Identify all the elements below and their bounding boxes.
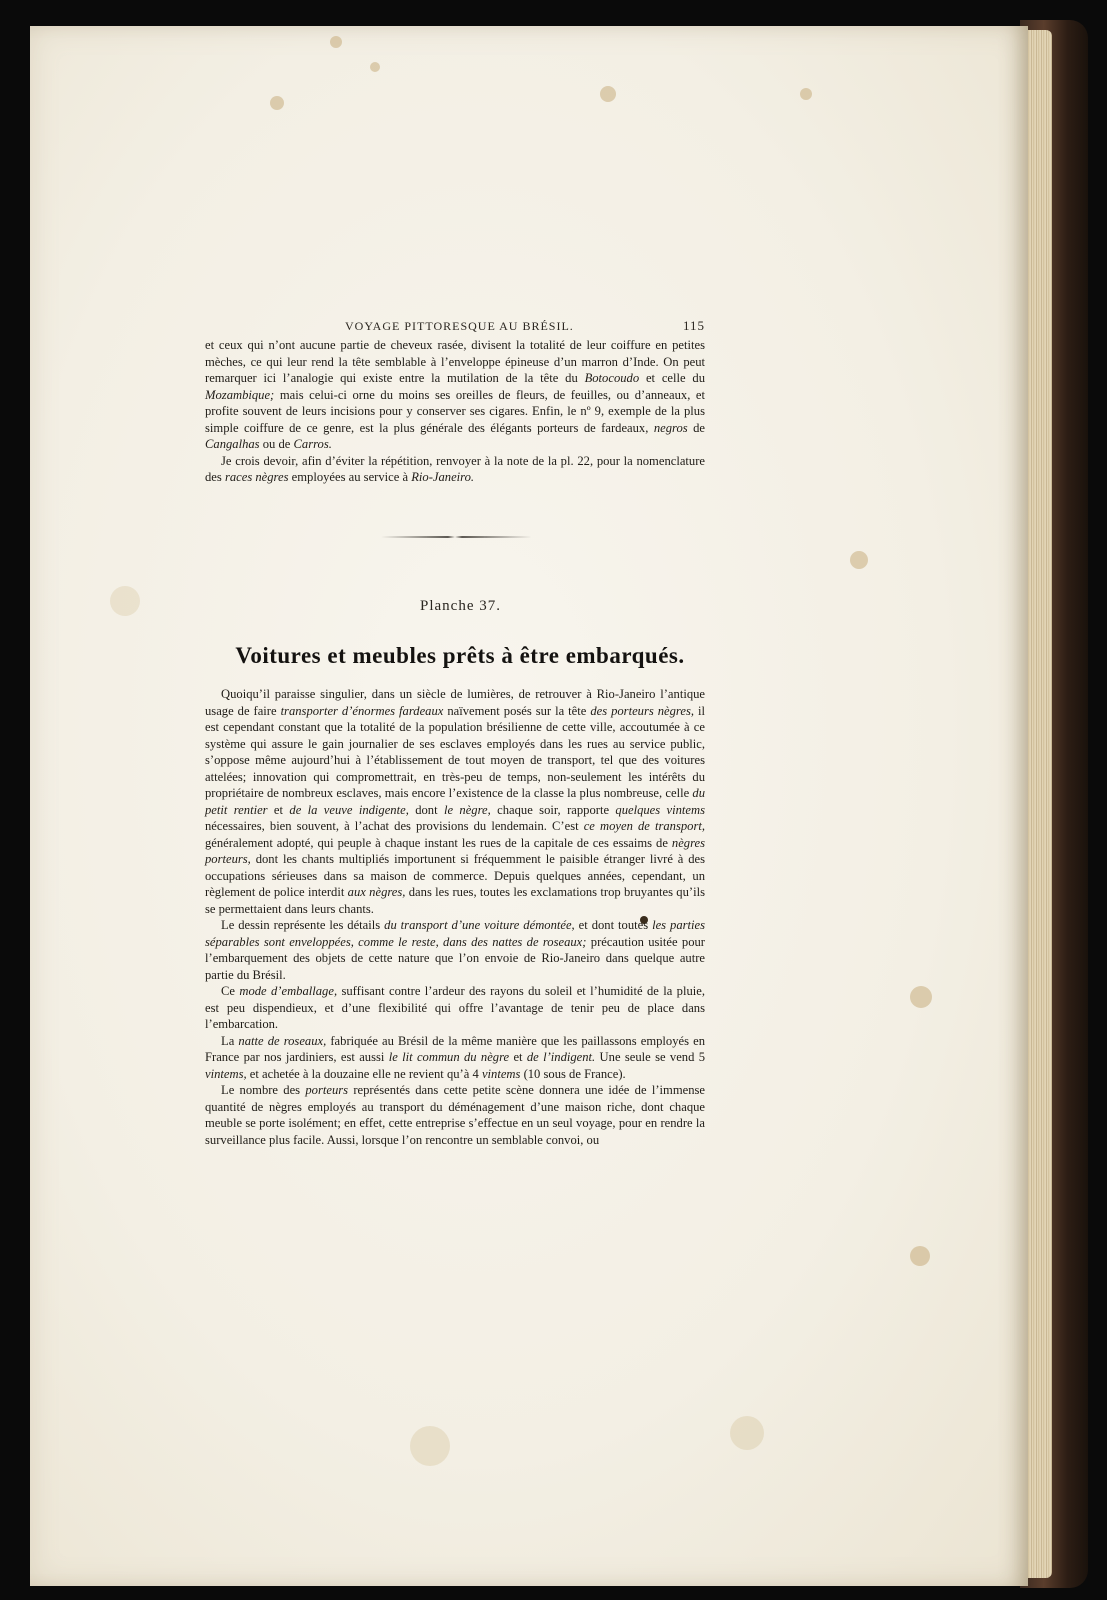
text-run: Le nombre des: [221, 1083, 306, 1097]
text-run: Une seule se vend 5: [595, 1050, 706, 1064]
text-run: dans les rues, toutes les exclamations trop bruyantes qu’ils se permettaient dans leurs chants.: [205, 885, 705, 916]
paragraph: [205, 453, 705, 486]
text-run: représentés dans cette petite scène donnera une idée de l’immense quantité de nègres employés au transport du déménagement d’une maison riche, dont chaque meuble se porte isolément; en effet, cette entreprise s’effectue en un seul voyage, pour en rendre la surveillance plus facile. Aussi, lorsque l’on rencontre un semblable convoi, ou: [205, 1083, 705, 1147]
italic-run: Carros.: [293, 437, 332, 451]
text-run: Le dessin représente les détails: [221, 918, 385, 932]
text-run: nécessaires, bien souvent, à l’achat des provisions du lendemain. C’est: [205, 819, 584, 833]
text-run: et: [509, 1050, 527, 1064]
paragraph: [205, 686, 705, 917]
text-run: ou de: [259, 437, 294, 451]
italic-run: races nègres: [224, 470, 289, 484]
text-run: précaution usitée pour l’embarquement des objets de cette nature que l’on envoie de Rio-Janeiro dans quelque autre partie du Brésil.: [205, 934, 706, 982]
running-header: [205, 319, 705, 337]
page-number: 115: [682, 318, 705, 333]
text-run: et celle du: [639, 371, 705, 385]
text-run: chaque soir, rapporte: [490, 802, 616, 817]
italic-run: des porteurs nègres,: [590, 703, 695, 718]
italic-run: les parties séparables sont enveloppées, comme le reste, dans des nattes de roseaux;: [205, 918, 706, 949]
text-run: fabriquée au Brésil de la même manière que les paillassons employés en France par nos jardiniers, est aussi: [205, 1033, 705, 1064]
plate-description: [205, 686, 705, 1148]
continued-text: [205, 337, 705, 486]
italic-run: transporter d’énormes fardeaux: [280, 703, 444, 718]
italic-run: quelques vintems: [615, 802, 706, 817]
text-run: naïvement posés sur la tête: [443, 703, 591, 718]
text-run: employées au service à: [288, 470, 412, 484]
planche-label: Planche 37.: [420, 598, 501, 614]
text-run: Je crois devoir, afin d’éviter la répétition, renvoyer à la note de la pl. 22, pour la nomenclature des: [205, 453, 705, 484]
italic-run: negros: [653, 420, 688, 435]
text-run: et dont toutes: [574, 918, 653, 932]
italic-run: le lit commun du nègre: [388, 1050, 510, 1064]
italic-run: Botocoudo: [584, 371, 640, 385]
section-divider: [378, 535, 532, 539]
text-run: généralement adopté, qui peuple à chaque instant les rues de la capitale de ces essaims de: [205, 835, 672, 850]
text-run: de: [687, 420, 705, 435]
paragraph: [205, 337, 705, 453]
text-run: et achetée à la douzaine elle ne revient qu’à 4: [246, 1066, 482, 1081]
italic-run: porteurs: [305, 1083, 349, 1097]
text-run: Ce: [221, 984, 240, 998]
text-run: et ceux qui n’ont aucune partie de cheveux rasée, divisent la totalité de leur coiffure en petites mèches, ce qui leur rend la tête semblable à l’enveloppe épineuse d’un marron d’Inde. On peut remarquer ici l’analogie qui existe entre la mutilation de la tête du: [205, 338, 705, 385]
paragraph: [205, 917, 705, 983]
text-run: suffisant contre l’ardeur des rayons du soleil et l’humidité de la pluie, est peu dispendieux, et d’une flexibilité qui offre l’avantage de tenir peu de place dans l’embarcation.: [205, 984, 705, 1031]
italic-run: Cangalhas: [205, 437, 260, 451]
paragraph: [205, 1082, 705, 1148]
italic-run: vintems,: [205, 1066, 247, 1081]
running-title: VOYAGE PITTORESQUE AU BRÉSIL.: [345, 319, 574, 333]
text-run: La: [221, 1033, 239, 1048]
italic-run: Rio-Janeiro.: [411, 470, 475, 484]
italic-run: mode d’emballage,: [239, 984, 338, 998]
text-run: (10 sous de France).: [520, 1066, 626, 1081]
text-run: dont: [408, 802, 444, 817]
italic-run: vintems: [481, 1066, 521, 1081]
paragraph: [205, 1033, 705, 1083]
paragraph: [205, 983, 705, 1033]
italic-run: ce moyen de transport,: [583, 819, 705, 833]
text-run: Quoiqu’il paraisse singulier, dans un siècle de lumières, de retrouver à Rio-Janeiro l’antique usage de faire: [205, 687, 705, 718]
italic-run: de l’indigent.: [526, 1050, 596, 1064]
italic-run: aux nègres,: [347, 885, 406, 899]
italic-run: du petit rentier: [205, 786, 705, 817]
italic-run: le nègre,: [443, 802, 491, 817]
italic-run: natte de roseaux,: [238, 1033, 327, 1048]
text-run: mais celui-ci orne du moins ses oreilles de fleurs, de feuilles, ou d’anneaux, et profite souvent de leurs incisions pour y conserver ses cigares. Enfin, le nº 9, exemple de la plus simple coiffure de ce genre, est la plus générale des élégants porteurs de fardeaux,: [205, 387, 705, 435]
italic-run: Mozambique;: [205, 387, 275, 402]
text-run: dont les chants multipliés importunent si fréquemment le paisible étranger livré à des occupations sérieuses dans sa maison de commerce. Depuis quelques années, cependant, un règlement de police interdit: [205, 852, 705, 899]
italic-run: nègres porteurs,: [205, 835, 705, 866]
plate-title: Voitures et meubles prêts à être embarqués.: [235, 643, 685, 668]
italic-run: de la veuve indigente,: [289, 802, 409, 817]
italic-run: du transport d’une voiture démontée,: [384, 918, 575, 932]
text-run: et: [267, 802, 290, 817]
text-run: il est cependant constant que la totalité de la population brésilienne de cette ville, accoutumée à ce système qui assure le gain journalier de ses esclaves employés dans les rues au service public, s’oppose même aujourd’hui à l’établissement de tout moyen de transport, tel que des voitures attelées; innovation qui compromettrait, en très-peu de temps, non-seulement les intérêts du propriétaire de nombreux esclaves, mais encore l’existence de la classe la plus nombreuse, celle: [205, 703, 705, 800]
